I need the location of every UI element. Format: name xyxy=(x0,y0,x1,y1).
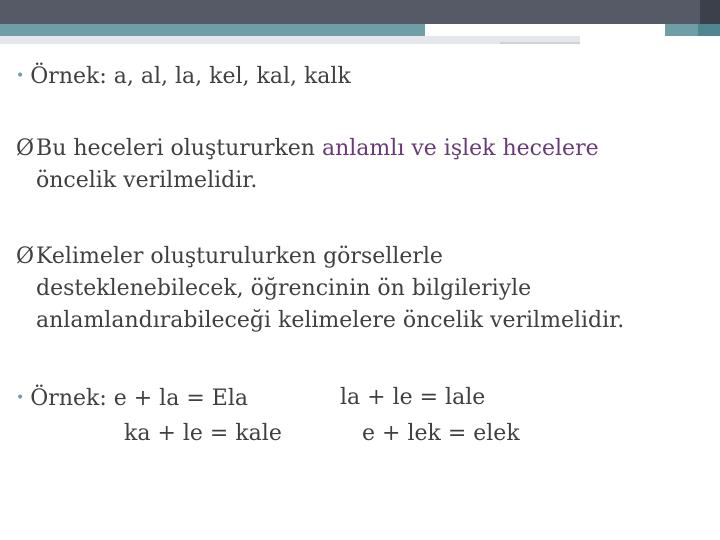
example-2-col1-row2 xyxy=(124,419,282,449)
accent-highlight xyxy=(425,24,665,36)
divider-stripe xyxy=(0,36,580,44)
guideline-1-line-2 xyxy=(36,166,257,196)
example-2-col2-row1 xyxy=(340,383,485,413)
guideline-2-text-2: desteklenebilecek, öğrencinin ön bilgileriyle xyxy=(36,276,532,301)
header-corner xyxy=(700,0,720,24)
guideline-2-text-3: anlamlandırabileceği kelimelere öncelik verilmelidir. xyxy=(36,308,625,333)
guideline-2-line-2 xyxy=(36,274,531,304)
guideline-2-line-3 xyxy=(36,306,624,336)
divider-underline xyxy=(500,42,580,44)
example-2-kale: ka + le = kale xyxy=(124,421,282,446)
example-2-col2-row2 xyxy=(362,419,520,449)
guideline-1-text-2: öncelik verilmelidir. xyxy=(36,168,258,193)
guideline-1-highlight: anlamlı ve işlek hecelere xyxy=(321,136,599,161)
guideline-2-text-1: Kelimeler oluşturulurken görsellerle xyxy=(36,244,443,269)
arrow-bullet-icon: Ø xyxy=(16,244,35,269)
accent-stripe xyxy=(0,24,720,36)
example-1-text: Örnek: a, al, la, kel, kal, kalk xyxy=(30,64,351,89)
example-line-2 xyxy=(16,383,248,414)
bullet-icon: • xyxy=(16,68,25,84)
example-2-lale: la + le = lale xyxy=(340,385,486,410)
header-bar xyxy=(0,0,720,24)
guideline-2-line-1 xyxy=(16,242,443,272)
example-2-label: Örnek: e + la = Ela xyxy=(30,386,248,411)
bullet-icon: • xyxy=(16,390,25,406)
arrow-bullet-icon: Ø xyxy=(16,136,35,161)
example-line-1 xyxy=(16,61,351,92)
guideline-1-line-1 xyxy=(16,134,599,164)
accent-corner xyxy=(698,24,720,36)
guideline-1-text: Bu heceleri oluştururken xyxy=(36,136,322,161)
example-2-elek: e + lek = elek xyxy=(362,421,520,446)
